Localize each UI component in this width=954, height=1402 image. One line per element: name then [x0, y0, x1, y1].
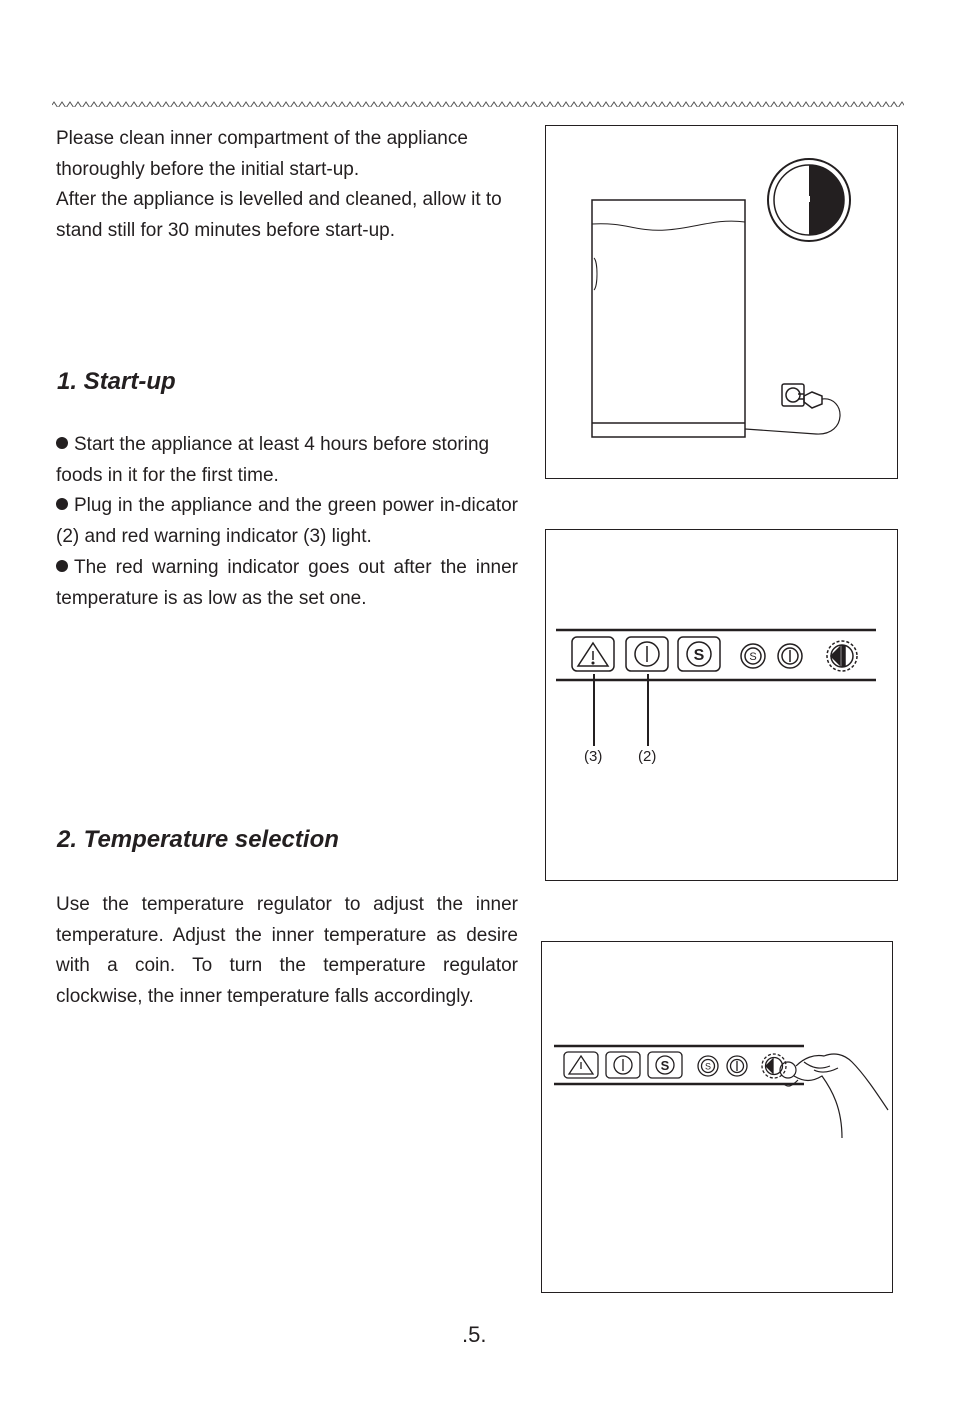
bullet-text: The red warning indicator goes out after the inner temperature is as low as the set one.	[56, 557, 518, 609]
section-heading-startup: 1. Start-up	[57, 368, 176, 395]
super-switch-icon	[698, 1056, 718, 1076]
power-plug-icon	[745, 384, 840, 434]
bullet-text: Start the appliance at least 4 hours before storing foods in it for the first time.	[56, 434, 490, 486]
warning-indicator-icon	[572, 637, 614, 671]
temperature-paragraph: Use the temperature regulator to adjust the inner temperature. Adjust the inner temperature as desire with a coin. To turn the temperature regulator clockwise, the inner temperature falls accordingly.	[56, 894, 518, 1007]
callout-label-2: (2)	[638, 748, 657, 765]
bullet-item	[56, 553, 518, 614]
intro-paragraph-1: Please clean inner compartment of the appliance thoroughly before the initial start-up.	[56, 128, 468, 180]
bullet-dot-icon	[56, 560, 68, 572]
page-number: .5.	[462, 1322, 487, 1347]
callout-label-3: (3)	[584, 748, 603, 765]
bullet-item	[56, 491, 518, 552]
svg-text:S: S	[749, 651, 757, 663]
super-function-indicator-icon	[648, 1052, 682, 1078]
super-switch-icon	[741, 644, 765, 668]
bullet-item	[56, 430, 518, 491]
warning-indicator-icon	[564, 1052, 598, 1078]
intro-paragraph-2: After the appliance is levelled and cleaned, allow it to stand still for 30 minutes before start-up.	[56, 189, 502, 241]
svg-text:S: S	[704, 1061, 712, 1072]
temperature-regulator-icon	[827, 641, 857, 671]
bullet-dot-icon	[56, 498, 68, 510]
power-switch-icon	[727, 1056, 747, 1076]
hand-with-coin-illustration	[780, 1054, 888, 1138]
bullet-text: Plug in the appliance and the green power in-dicator (2) and red warning indicator (3) light.	[56, 495, 518, 547]
temperature-dial-icon	[768, 159, 850, 241]
power-switch-icon	[778, 644, 802, 668]
temperature-regulator-icon	[762, 1054, 786, 1078]
figure-appliance-plug	[545, 125, 898, 479]
appliance-cabinet-illustration	[592, 200, 745, 437]
header-divider	[52, 97, 904, 107]
section-heading-temperature: 2. Temperature selection	[57, 826, 339, 853]
power-indicator-icon	[626, 637, 668, 671]
callout-lines	[594, 674, 648, 746]
super-function-indicator-icon	[678, 637, 720, 671]
svg-text:S: S	[693, 647, 705, 664]
svg-text:S: S	[660, 1058, 670, 1073]
power-indicator-icon	[606, 1052, 640, 1078]
figure-control-panel	[545, 529, 898, 881]
figure-regulator-coin	[541, 941, 893, 1293]
bullet-dot-icon	[56, 437, 68, 449]
